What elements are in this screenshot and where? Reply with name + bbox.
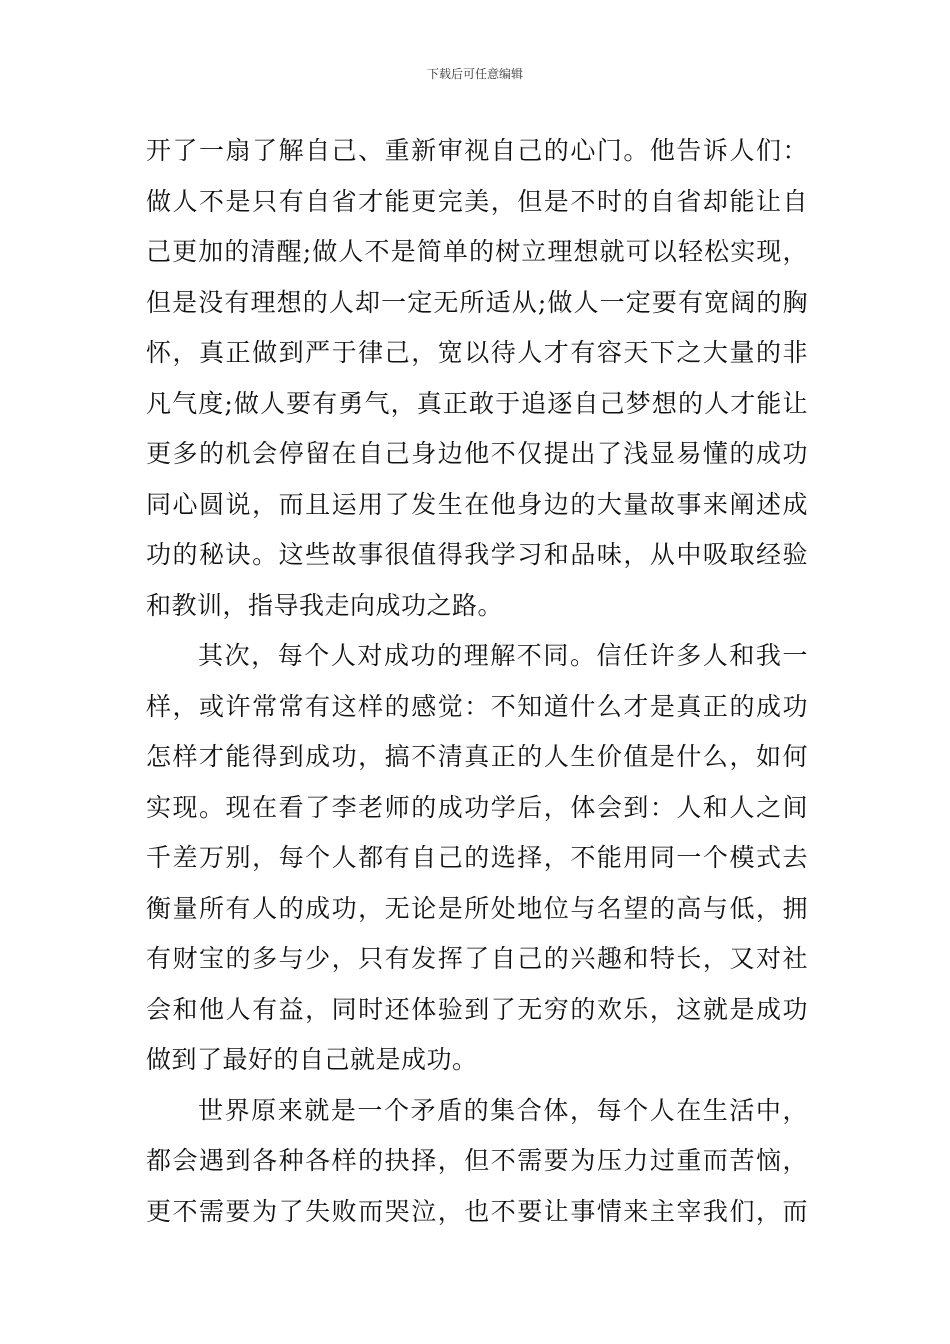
paragraph-1 bbox=[146, 126, 808, 631]
text-line: 实现。现在看了李老师的成功学后，体会到：人和人之间 bbox=[146, 792, 808, 822]
text-line: 怀，真正做到严于律己，宽以待人才有容天下之大量的非 bbox=[146, 338, 808, 367]
text-line: 衡量所有人的成功，无论是所处地位与名望的高与低，拥 bbox=[146, 893, 808, 923]
paragraph-3 bbox=[146, 1086, 808, 1238]
text-line: 有财宝的多与少，只有发挥了自己的兴趣和特长，又对社 bbox=[146, 944, 808, 973]
text-line: 同心圆说，而且运用了发生在他身边的大量故事来阐述成 bbox=[146, 489, 808, 519]
text-line: 凡气度;做人要有勇气，真正敢于追逐自己梦想的人才能让 bbox=[146, 388, 808, 418]
text-line: 其次，每个人对成功的理解不同。信任许多人和我一 bbox=[198, 641, 808, 670]
text-line: 样，或许常常有这样的感觉：不知道什么才是真正的成功 bbox=[146, 691, 808, 721]
text-line: 都会遇到各种各样的抉择，但不需要为压力过重而苦恼， bbox=[146, 1146, 808, 1175]
text-line: 开了一扇了解自己、重新审视自己的心门。他告诉人们： bbox=[146, 136, 808, 165]
text-line: 做到了最好的自己就是成功。 bbox=[146, 1045, 478, 1074]
text-line: 世界原来就是一个矛盾的集合体，每个人在生活中， bbox=[198, 1095, 808, 1125]
text-line: 更不需要为了失败而哭泣，也不要让事情来主宰我们，而 bbox=[146, 1196, 808, 1226]
text-line: 更多的机会停留在自己身边他不仅提出了浅显易懂的成功 bbox=[146, 439, 808, 468]
text-line: 做人不是只有自省才能更完美，但是不时的自省却能让自 bbox=[146, 186, 808, 216]
text-line: 会和他人有益，同时还体验到了无穷的欢乐，这就是成功 bbox=[146, 994, 808, 1024]
text-line: 和教训，指导我走向成功之路。 bbox=[146, 590, 504, 620]
text-line: 功的秘诀。这些故事很值得我学习和品味，从中吸取经验 bbox=[146, 540, 808, 569]
text-line: 怎样才能得到成功，搞不清真正的人生价值是什么，如何 bbox=[146, 742, 808, 771]
page-header: 下载后可任意编辑 bbox=[426, 67, 523, 81]
text-line: 但是没有理想的人却一定无所适从;做人一定要有宽阔的胸 bbox=[146, 287, 808, 317]
text-line: 千差万别，每个人都有自己的选择，不能用同一个模式去 bbox=[146, 843, 808, 872]
document-body bbox=[146, 126, 808, 1237]
text-line: 己更加的清醒;做人不是简单的树立理想就可以轻松实现， bbox=[146, 237, 808, 266]
paragraph-2 bbox=[146, 631, 808, 1086]
